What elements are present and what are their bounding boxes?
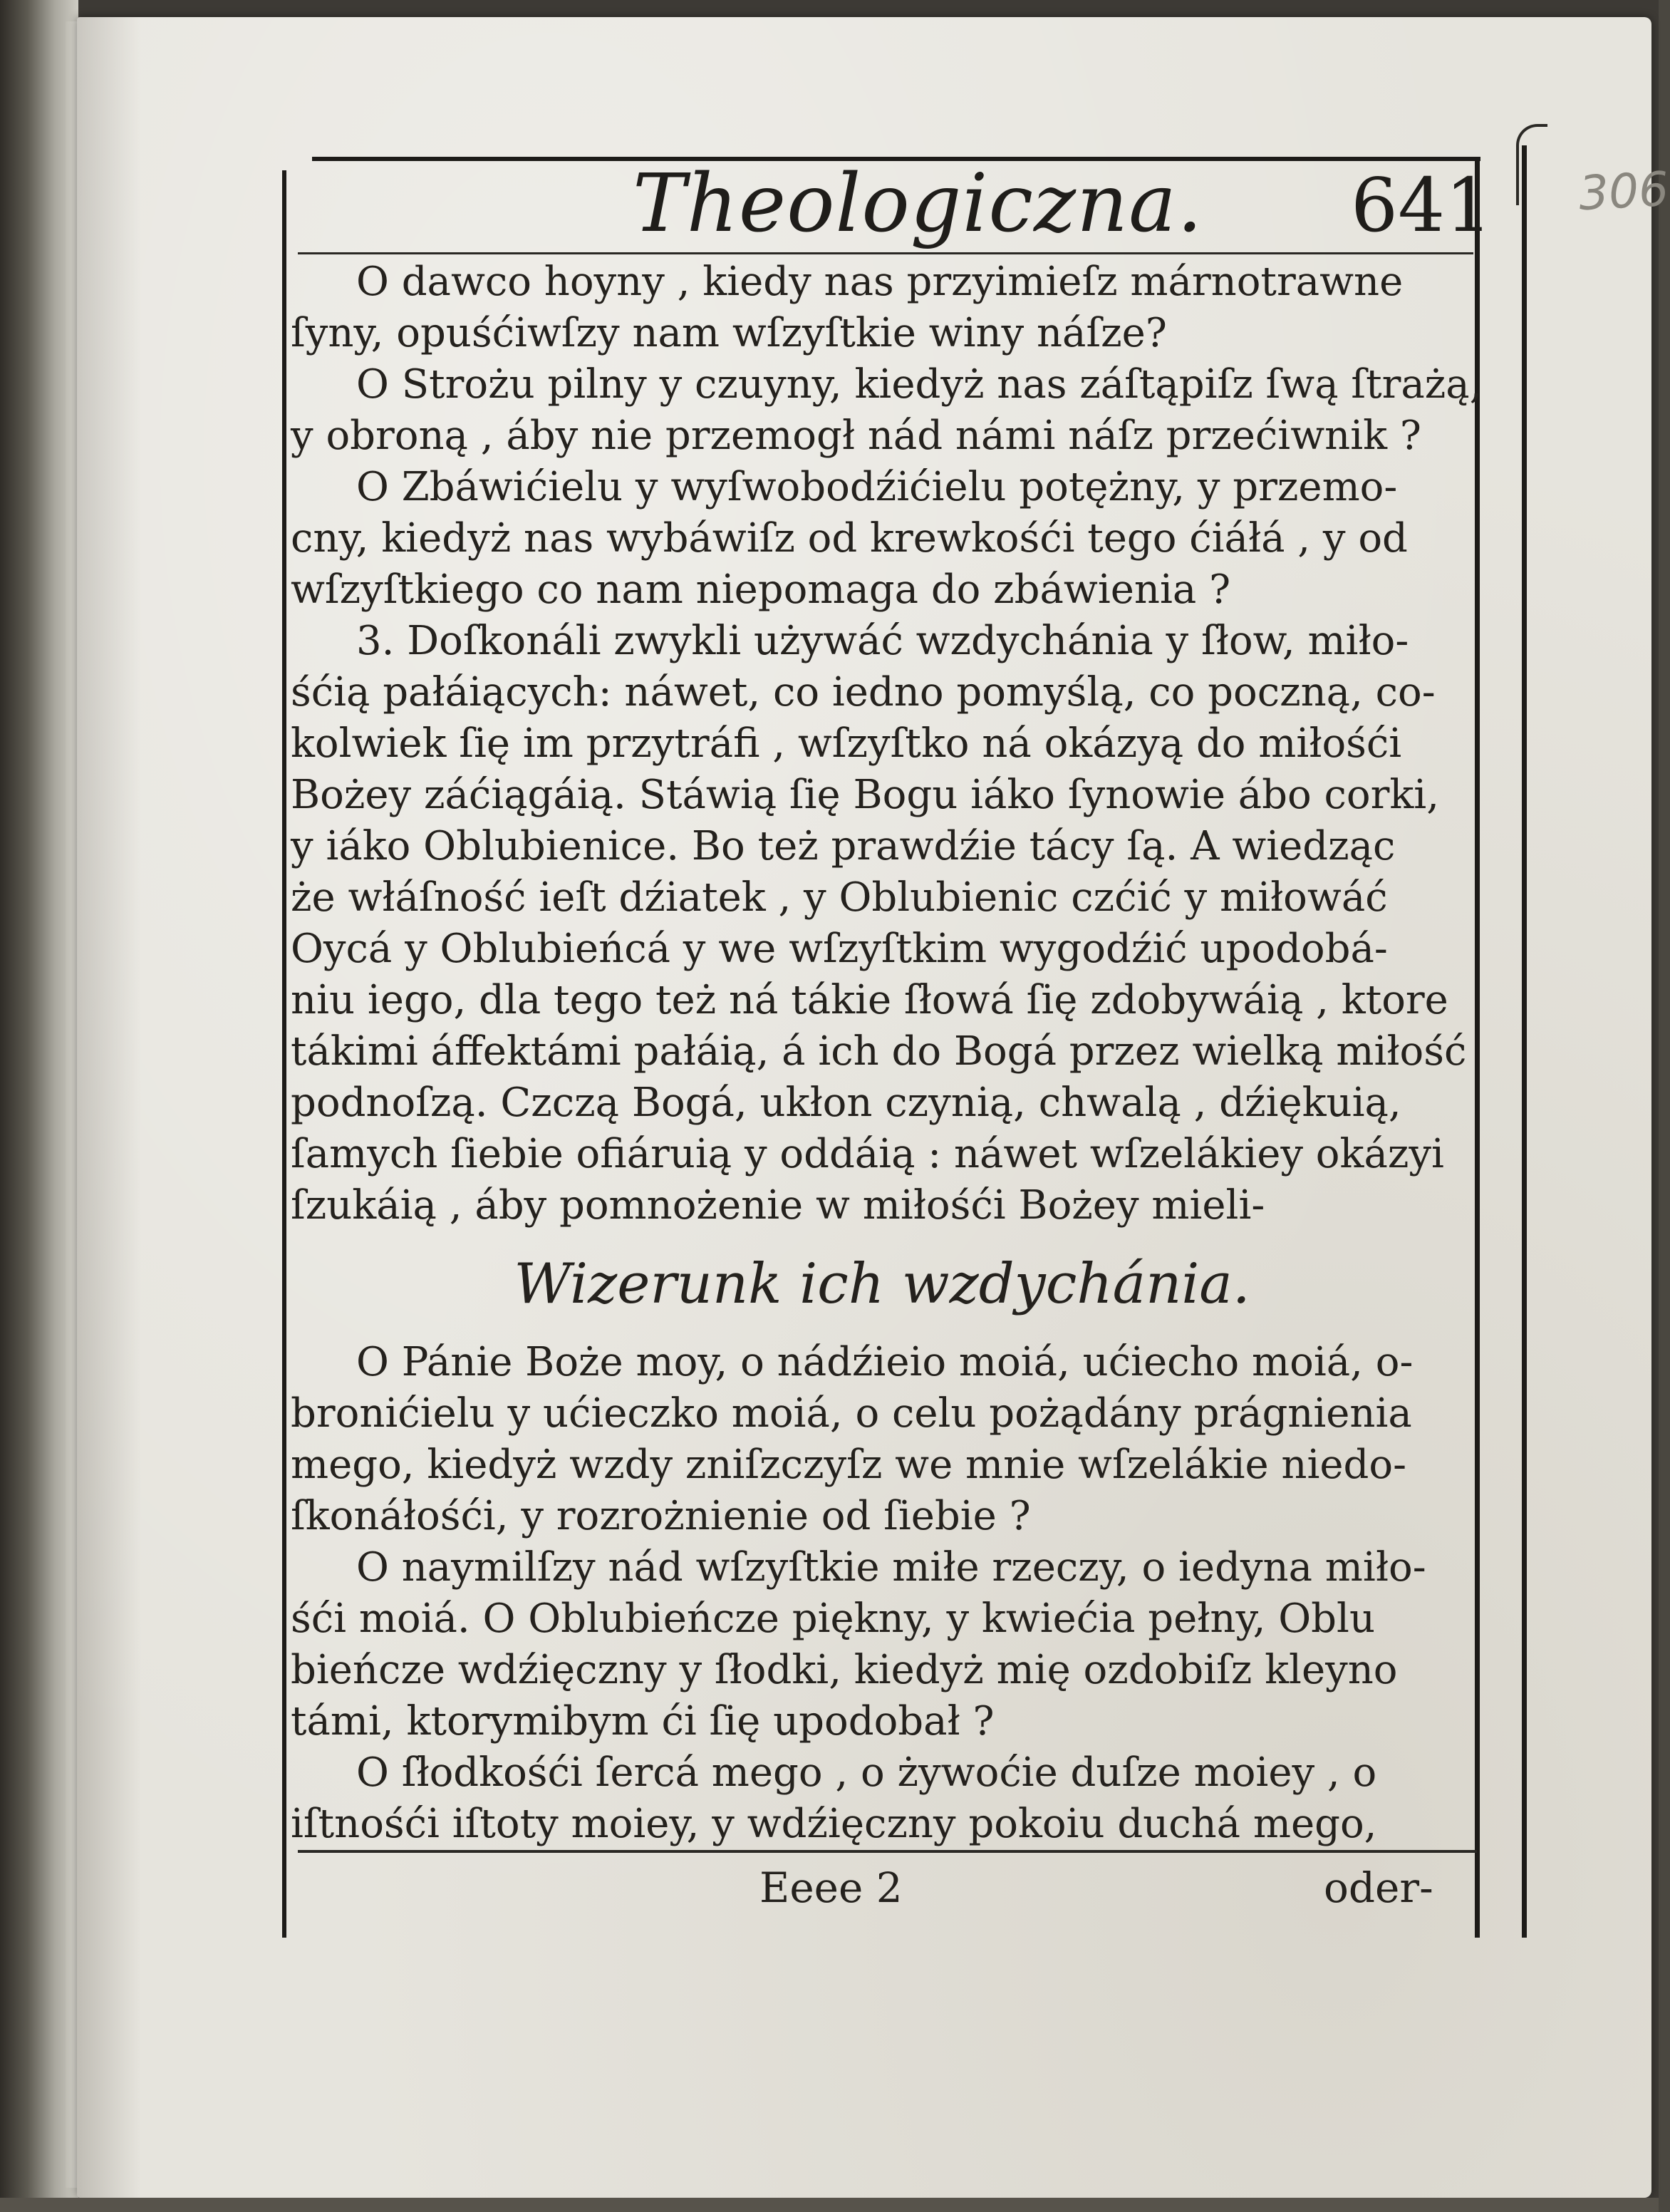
pencil-folio-number: 306: [1577, 161, 1670, 222]
pencil-bracket-mark: [1516, 124, 1547, 205]
text-line: iſtnośći iſtoty moiey, y wdźięczny pokoiu duchá mego,: [291, 1801, 1377, 1847]
signature-mark: Eeee 2: [759, 1864, 903, 1912]
text-line: niu iego, dla tego też ná tákie ſłowá ſię zdobywáią , ktore: [291, 977, 1448, 1023]
book-spine-edge: [0, 0, 78, 2212]
section-heading: Wizerunk ich wzdychánia.: [514, 1252, 1250, 1316]
text-line: śći moiá. O Oblubieńcze piękny, y kwiećia pełny, Oblu: [291, 1596, 1376, 1642]
text-line: O Strożu pilny y czuyny, kiedyż nas záſtąpiſz ſwą ſtrażą,: [356, 361, 1483, 408]
text-line: O dawco hoyny , kiedy nas przyimieſz márnotrawne: [356, 259, 1404, 305]
text-line: O Zbáwićielu y wyſwobodźićielu potężny, y przemo-: [356, 464, 1398, 510]
text-line: támi, ktorymibym ći ſię upodobał ?: [291, 1698, 995, 1745]
text-line: O naymilſzy nád wſzyſtkie miłe rzeczy, o iedyna miło-: [356, 1544, 1426, 1591]
footer-rule: [298, 1850, 1477, 1853]
text-line: mego, kiedyż wzdy zniſzczyſz we mnie wſzelákie niedo-: [291, 1442, 1407, 1488]
frame-left-rule: [282, 170, 286, 1938]
text-line: tákimi áffektámi pałáią, á ich do Bogá przez wielką miłość: [291, 1028, 1467, 1075]
book-page: [77, 17, 1670, 2198]
scan-bottom-edge: [0, 2198, 1659, 2212]
running-title: Theologiczna.: [633, 157, 1203, 250]
page-number: 641: [1351, 162, 1493, 249]
text-line: śćią pałáiących: náwet, co iedno pomyślą, co poczną, co-: [291, 669, 1436, 715]
text-line: y obroną , áby nie przemogł nád námi náſz przećiwnik ?: [291, 413, 1421, 459]
text-line: y iáko Oblubienice. Bo też prawdźie tácy ſą. A wiedząc: [291, 823, 1396, 869]
text-line: Bożey záćiągáią. Stáwią ſię Bogu iáko ſynowie ábo corki,: [291, 772, 1439, 818]
text-line: ſamych ſiebie ofiáruią y oddáią : náwet wſzelákiey okázyi: [291, 1131, 1444, 1177]
text-line: 3. Doſkonáli zwykli używáć wzdychánia y ſłow, miło-: [356, 618, 1409, 664]
text-line: bieńcze wdźięczny y ſłodki, kiedyż mię ozdobiſz kleyno: [291, 1647, 1398, 1693]
text-line: kolwiek ſię im przytráfi , wſzyſtko ná okázyą do miłośći: [291, 720, 1402, 767]
text-line: bronićielu y ućieczko moiá, o celu pożądány prágnienia: [291, 1390, 1412, 1437]
text-line: wſzyſtkiego co nam niepomaga do zbáwienia ?: [291, 567, 1231, 613]
text-line: ſzukáią , áby pomnożenie w miłośći Bożey mieli-: [291, 1182, 1265, 1229]
text-line: Oycá y Oblubieńcá y we wſzyſtkim wygodźić upodobá-: [291, 926, 1388, 972]
text-line: O Pánie Boże moy, o nádźieio moiá, ućiecho moiá, o-: [356, 1339, 1414, 1385]
text-line: podnoſzą. Czczą Bogá, ukłon czynią, chwalą , dźiękuią,: [291, 1080, 1401, 1126]
text-line: cny, kiedyż nas wybáwiſz od krewkośći tego ćiáłá , y od: [291, 515, 1408, 562]
body-text: [291, 257, 1483, 1850]
frame-right-rule: [1475, 160, 1480, 1938]
text-line: ſyny, opuśćiwſzy nam wſzyſtkie winy náſze?: [291, 310, 1167, 356]
text-line: O ſłodkośći ſercá mego , o żywoćie duſze moiey , o: [356, 1750, 1377, 1796]
text-line: że włáſność ieſt dźiatek , y Oblubienic czćić y miłowáć: [291, 874, 1388, 921]
catchword: oder-: [1324, 1864, 1433, 1912]
text-line: ſkonáłośći, y rozrożnienie od ſiebie ?: [291, 1493, 1031, 1539]
frame-outer-right-rule: [1522, 145, 1527, 1938]
